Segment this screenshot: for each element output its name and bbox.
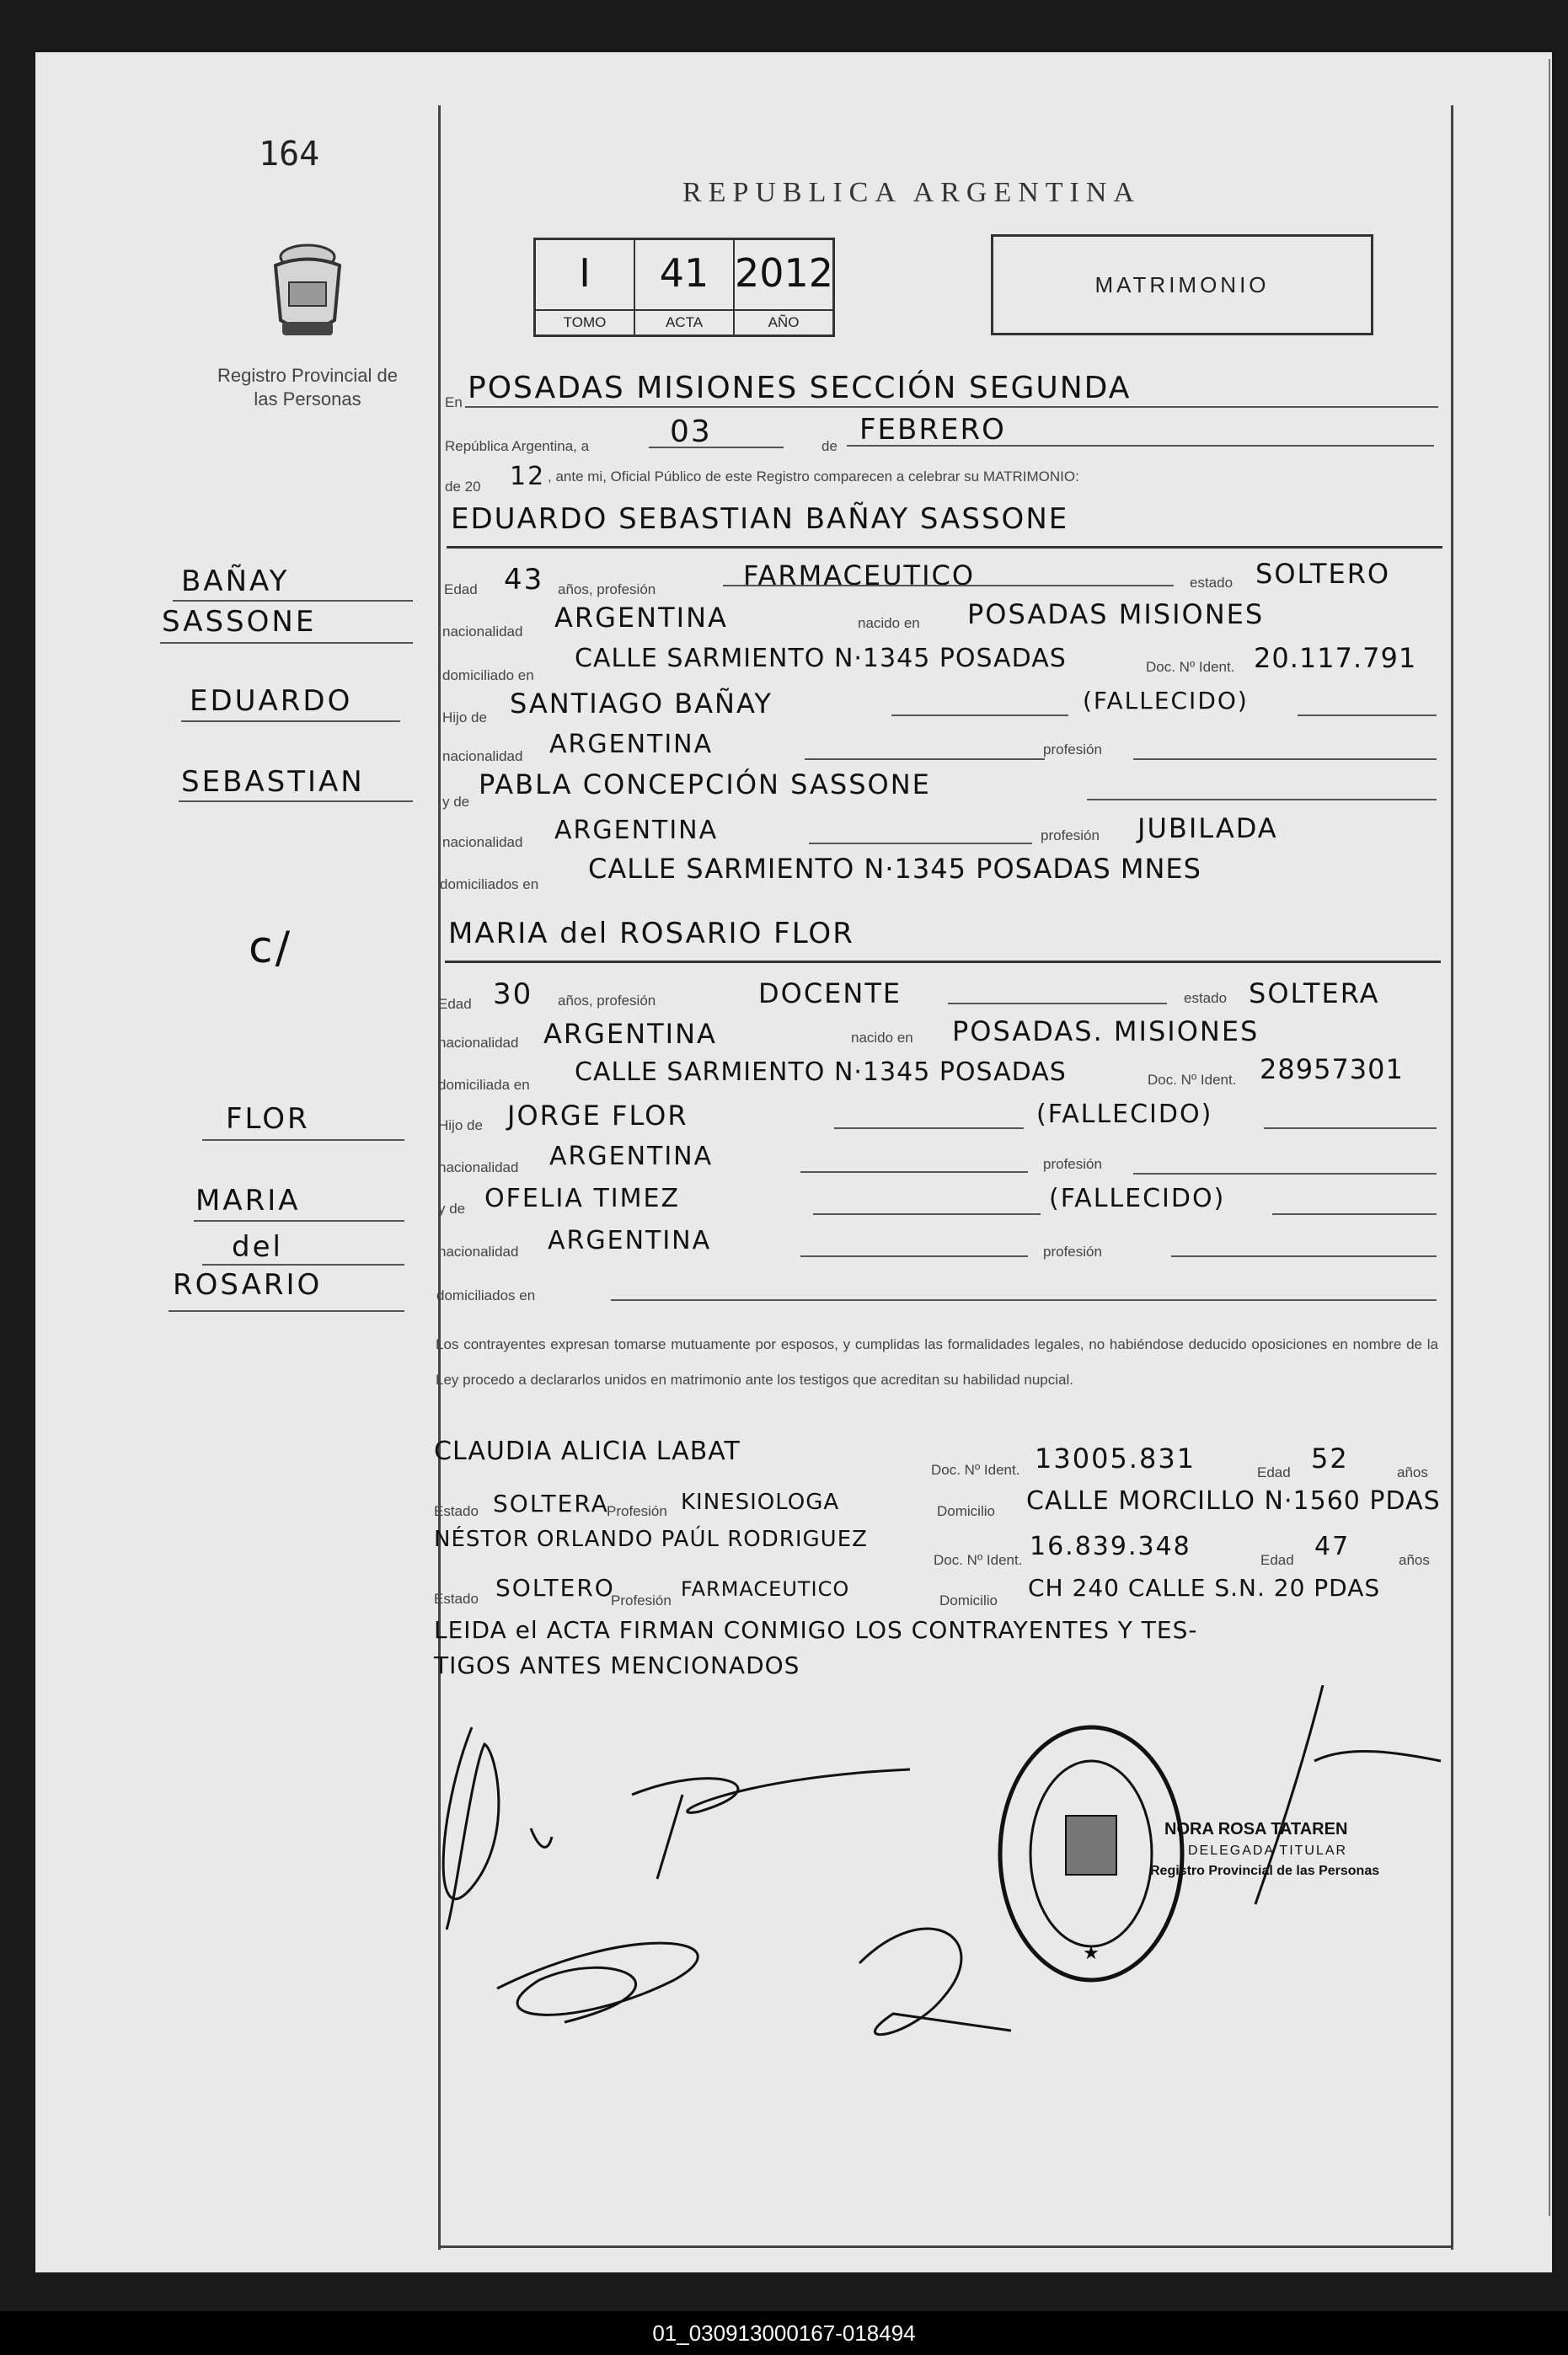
margin-line bbox=[194, 1220, 404, 1222]
witness1-estado: SOLTERA bbox=[493, 1490, 609, 1517]
witness1-doc-label: Doc. Nº Ident. bbox=[931, 1462, 1020, 1478]
svg-text:★: ★ bbox=[1083, 1943, 1100, 1964]
bride-madre: OFELIA TIMEZ bbox=[484, 1184, 681, 1213]
bride-doc: 28957301 bbox=[1260, 1053, 1404, 1085]
witness2-estado-label: Estado bbox=[434, 1591, 479, 1607]
signature-witness-2 bbox=[859, 1929, 1011, 2035]
groom-anos-label: años, profesión bbox=[558, 581, 656, 597]
registry-seal-icon bbox=[994, 1719, 1188, 1988]
signatures bbox=[421, 1685, 1449, 2123]
witness2-profesion-label: Profesión bbox=[611, 1592, 672, 1608]
groom-profesion: FARMACEUTICO bbox=[743, 559, 976, 591]
bride-madre-nac-line bbox=[800, 1255, 1028, 1257]
groom-madre-nac-line bbox=[809, 843, 1032, 844]
en-label: En bbox=[445, 394, 463, 410]
groom-nacionalidad: ARGENTINA bbox=[554, 602, 728, 634]
official-name: NORA ROSA TATAREN bbox=[1164, 1820, 1348, 1839]
bride-anos-label: años, profesión bbox=[558, 993, 656, 1009]
groom-full-name: EDUARDO SEBASTIAN BAÑAY SASSONE bbox=[451, 502, 1069, 536]
margin-line bbox=[160, 642, 413, 644]
month-value: FEBRERO bbox=[859, 413, 1006, 447]
witness1-doc: 13005.831 bbox=[1035, 1442, 1196, 1475]
groom-nacido-label: nacido en bbox=[858, 615, 920, 631]
bride-padre-prof-line bbox=[1133, 1173, 1437, 1175]
month-line bbox=[847, 445, 1434, 447]
bride-dom-label: domiciliada en bbox=[438, 1077, 530, 1093]
signature-witness-1 bbox=[497, 1943, 698, 2022]
register-reference-box bbox=[533, 238, 835, 337]
witness2-profesion: FARMACEUTICO bbox=[681, 1577, 850, 1601]
groom-profesion-line bbox=[723, 585, 1174, 586]
groom-domicilio: CALLE SARMIENTO N·1345 POSADAS bbox=[575, 644, 1067, 673]
bride-madre-line bbox=[813, 1213, 1041, 1215]
groom-y-de-label: y de bbox=[442, 794, 470, 810]
acta-label: ACTA bbox=[635, 309, 733, 335]
margin-groom-surname-2: SASSONE bbox=[162, 605, 317, 639]
margin-bride-name-1: MARIA bbox=[195, 1184, 301, 1218]
page-frame-bottom bbox=[438, 2245, 1453, 2248]
bride-padre-nota-line bbox=[1264, 1127, 1437, 1129]
tomo-cell bbox=[536, 240, 635, 335]
groom-padre-nota-line bbox=[1298, 715, 1437, 716]
anio-cell bbox=[735, 240, 832, 335]
margin-line bbox=[202, 1264, 404, 1266]
bride-padres-dom-line bbox=[611, 1299, 1437, 1301]
bride-hijo-label: Hijo de bbox=[438, 1117, 483, 1133]
country-title: REPUBLICA ARGENTINA bbox=[682, 177, 1141, 208]
anio-value: 2012 bbox=[735, 250, 834, 296]
witness1-anos-label: años bbox=[1397, 1464, 1428, 1480]
bride-madre-nac-label: nacionalidad bbox=[438, 1244, 519, 1260]
groom-doc: 20.117.791 bbox=[1254, 642, 1417, 674]
groom-padres-dom: CALLE SARMIENTO N·1345 POSADAS MNES bbox=[588, 853, 1201, 885]
bride-madre-prof-label: profesión bbox=[1043, 1244, 1102, 1260]
bride-padre-nac-label: nacionalidad bbox=[438, 1159, 519, 1175]
day-line bbox=[649, 447, 784, 448]
bride-name-line bbox=[445, 961, 1441, 963]
witness2-edad-label: Edad bbox=[1260, 1552, 1294, 1568]
margin-line bbox=[181, 720, 400, 722]
groom-padre-prof-line bbox=[1133, 758, 1437, 760]
official-org: Registro Provincial de las Personas bbox=[1150, 1864, 1380, 1878]
bride-padre: JORGE FLOR bbox=[507, 1100, 688, 1132]
footer-code: 01_030913000167-018494 bbox=[0, 2311, 1568, 2355]
groom-hijo-label: Hijo de bbox=[442, 709, 487, 725]
witness1-edad-label: Edad bbox=[1257, 1464, 1291, 1480]
day-value: 03 bbox=[670, 415, 712, 449]
groom-edad: 43 bbox=[504, 563, 544, 597]
legal-paragraph: Los contrayentes expresan tomarse mutuamente por esposos, y cumplidas las formalidades legales, no habiéndose deducido oposiciones en nombre de la Ley procedo a declararlos unidos en matrimonio ante los testigos que acreditan su habilidad nupcial. bbox=[436, 1336, 1438, 1388]
bride-madre-nac: ARGENTINA bbox=[548, 1226, 712, 1255]
margin-bride-surname: FLOR bbox=[226, 1102, 310, 1136]
margin-connector: c/ bbox=[249, 923, 293, 973]
groom-madre-prof: JUBILADA bbox=[1137, 812, 1278, 844]
witness1-domicilio: CALLE MORCILLO N·1560 PDAS bbox=[1026, 1486, 1441, 1516]
bride-edad: 30 bbox=[493, 977, 533, 1011]
republica-label: República Argentina, a bbox=[445, 438, 590, 454]
groom-padre-prof-label: profesión bbox=[1043, 741, 1102, 757]
groom-estado-label: estado bbox=[1190, 575, 1234, 591]
groom-madre-nac-label: nacionalidad bbox=[442, 834, 523, 850]
bride-edad-label: Edad bbox=[438, 996, 472, 1012]
bride-padre-line bbox=[834, 1127, 1024, 1129]
place-value: POSADAS MISIONES SECCIÓN SEGUNDA bbox=[468, 371, 1132, 405]
de-label: de bbox=[821, 438, 838, 454]
year-suffix: 12 bbox=[510, 462, 546, 491]
margin-line bbox=[169, 1310, 404, 1312]
page-frame-right bbox=[1451, 105, 1453, 2250]
de-year-label: de 20 bbox=[445, 479, 481, 495]
bride-full-name: MARIA del ROSARIO FLOR bbox=[448, 917, 854, 950]
groom-padre-nac: ARGENTINA bbox=[549, 730, 714, 759]
groom-padre-nota: (FALLECIDO) bbox=[1083, 687, 1249, 715]
witness2-name: NÉSTOR ORLANDO PAÚL RODRIGUEZ bbox=[434, 1527, 868, 1552]
witness2-edad: 47 bbox=[1314, 1532, 1351, 1561]
margin-bride-name-3: ROSARIO bbox=[173, 1268, 323, 1302]
bride-madre-nota-line bbox=[1272, 1213, 1437, 1215]
acta-cell bbox=[635, 240, 735, 335]
tomo-label: TOMO bbox=[536, 309, 634, 335]
margin-groom-surname-1: BAÑAY bbox=[181, 565, 290, 598]
bride-padre-nac-line bbox=[800, 1171, 1028, 1173]
witness2-anos-label: años bbox=[1399, 1552, 1430, 1568]
place-line bbox=[465, 406, 1438, 408]
witness1-name: CLAUDIA ALICIA LABAT bbox=[434, 1437, 741, 1466]
groom-estado: SOLTERO bbox=[1255, 558, 1391, 590]
witness2-doc-label: Doc. Nº Ident. bbox=[934, 1552, 1023, 1568]
groom-dom-label: domiciliado en bbox=[442, 667, 534, 683]
groom-padre: SANTIAGO BAÑAY bbox=[510, 688, 773, 720]
registry-name: Registro Provincial de las Personas bbox=[217, 365, 398, 409]
page-edge bbox=[1549, 59, 1550, 2216]
margin-line bbox=[202, 1139, 404, 1141]
witness2-estado: SOLTERO bbox=[495, 1574, 615, 1602]
groom-padre-nac-line bbox=[805, 758, 1045, 760]
tomo-value: I bbox=[579, 250, 591, 296]
official-role: DELEGADA TITULAR bbox=[1188, 1844, 1348, 1858]
groom-padre-nac-label: nacionalidad bbox=[442, 748, 523, 764]
acta-value: 41 bbox=[659, 250, 709, 296]
witness2-domicilio: CH 240 CALLE S.N. 20 PDAS bbox=[1028, 1574, 1381, 1602]
signature-groom-tail bbox=[531, 1828, 552, 1847]
bride-nacido-label: nacido en bbox=[851, 1030, 913, 1046]
bride-profesion: DOCENTE bbox=[758, 977, 902, 1009]
groom-name-line bbox=[447, 546, 1442, 549]
bride-madre-prof-line bbox=[1171, 1255, 1437, 1257]
bride-profesion-line bbox=[948, 1003, 1167, 1004]
groom-madre-nac: ARGENTINA bbox=[554, 816, 719, 845]
bride-padre-nac: ARGENTINA bbox=[549, 1142, 714, 1171]
witness1-edad: 52 bbox=[1311, 1442, 1349, 1475]
groom-padre-line bbox=[891, 715, 1068, 716]
anio-label: AÑO bbox=[735, 309, 832, 335]
witness2-doc: 16.839.348 bbox=[1030, 1532, 1191, 1561]
bride-padre-nota: (FALLECIDO) bbox=[1036, 1100, 1213, 1129]
declaration-text: , ante mi, Oficial Público de este Registro comparecen a celebrar su MATRIMONIO: bbox=[548, 468, 1079, 484]
groom-madre-prof-label: profesión bbox=[1041, 827, 1100, 843]
bride-nacido: POSADAS. MISIONES bbox=[952, 1015, 1260, 1047]
registry-emblem-icon bbox=[257, 236, 358, 345]
closing-line-2: TIGOS ANTES MENCIONADOS bbox=[434, 1651, 800, 1679]
groom-nacido: POSADAS MISIONES bbox=[967, 598, 1265, 630]
bride-domicilio: CALLE SARMIENTO N·1345 POSADAS bbox=[575, 1057, 1067, 1087]
bride-padre-prof-label: profesión bbox=[1043, 1156, 1102, 1172]
bride-nacionalidad: ARGENTINA bbox=[543, 1018, 717, 1050]
margin-bride-name-2: del bbox=[232, 1230, 283, 1264]
witness1-estado-label: Estado bbox=[434, 1503, 479, 1519]
act-type-box: MATRIMONIO bbox=[991, 234, 1373, 335]
page-number: 164 bbox=[259, 135, 320, 174]
bride-doc-label: Doc. Nº Ident. bbox=[1148, 1072, 1237, 1088]
bride-estado: SOLTERA bbox=[1249, 977, 1380, 1009]
closing-line-1: LEIDA el ACTA FIRMAN CONMIGO LOS CONTRAYENTES Y TES- bbox=[434, 1616, 1198, 1644]
bride-estado-label: estado bbox=[1184, 990, 1228, 1006]
groom-doc-label: Doc. Nº Ident. bbox=[1146, 659, 1235, 675]
margin-line bbox=[173, 600, 413, 602]
bride-padres-dom-label: domiciliados en bbox=[436, 1287, 536, 1303]
groom-madre-line bbox=[1087, 799, 1437, 800]
witness1-domicilio-label: Domicilio bbox=[937, 1503, 995, 1519]
margin-line bbox=[179, 800, 413, 802]
groom-nac-label: nacionalidad bbox=[442, 624, 523, 640]
groom-edad-label: Edad bbox=[444, 581, 478, 597]
signature-bride bbox=[632, 1769, 910, 1879]
signature-groom bbox=[443, 1727, 499, 1929]
bride-nac-label: nacionalidad bbox=[438, 1035, 519, 1051]
groom-padres-dom-label: domiciliados en bbox=[440, 876, 539, 892]
margin-groom-name-2: SEBASTIAN bbox=[181, 765, 365, 799]
bride-madre-nota: (FALLECIDO) bbox=[1049, 1184, 1226, 1213]
witness2-domicilio-label: Domicilio bbox=[939, 1592, 998, 1608]
witness1-profesion-label: Profesión bbox=[607, 1503, 667, 1519]
groom-madre: PABLA CONCEPCIÓN SASSONE bbox=[479, 768, 931, 800]
bride-y-de-label: y de bbox=[438, 1201, 466, 1217]
witness1-profesion: KINESIOLOGA bbox=[681, 1490, 840, 1515]
margin-groom-name-1: EDUARDO bbox=[190, 684, 353, 718]
